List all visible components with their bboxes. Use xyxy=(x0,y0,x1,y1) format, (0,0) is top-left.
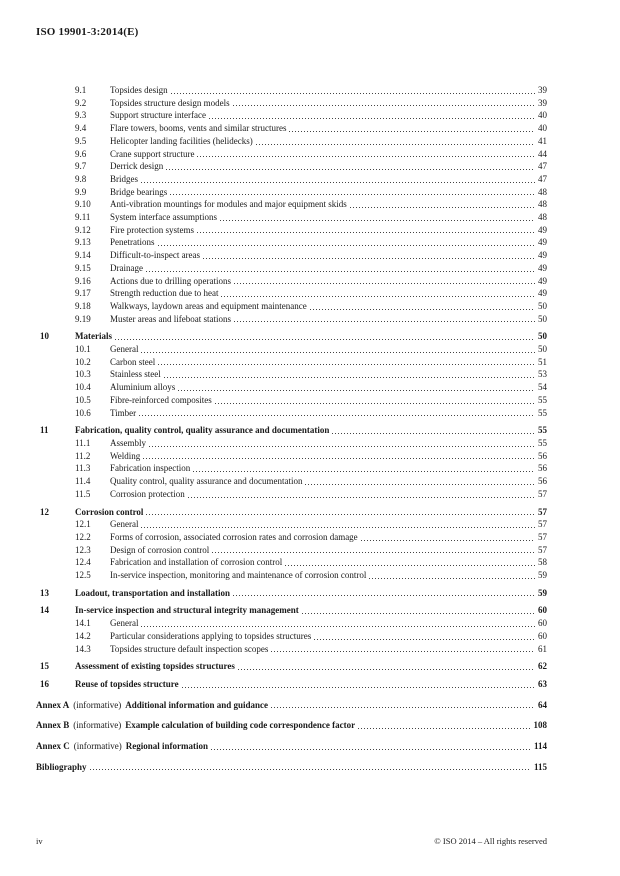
toc-entry-title: In-service inspection, monitoring and maintenance of corrosion control xyxy=(110,570,367,581)
page-footer xyxy=(36,836,547,846)
dotted-leader xyxy=(211,749,531,750)
dotted-leader xyxy=(233,595,535,596)
toc-entry-number: 10.2 xyxy=(75,356,91,367)
toc-entry-title: Crane support structure xyxy=(110,148,195,159)
toc-entry-page: 49 xyxy=(538,224,547,235)
toc-entry-page: 59 xyxy=(538,587,547,598)
toc-entry-title: Topsides structure design models xyxy=(110,97,230,108)
dotted-leader xyxy=(197,232,535,233)
toc-entry xyxy=(36,368,547,381)
toc-entry-number: 9.18 xyxy=(75,300,91,311)
toc-entry xyxy=(36,587,547,600)
toc-entry-title: General xyxy=(110,618,139,629)
toc-entry-title: Bridge bearings xyxy=(110,186,168,197)
toc-entry-page: 48 xyxy=(538,212,547,223)
dotted-leader xyxy=(197,156,535,157)
toc-entry-page: 114 xyxy=(533,741,547,752)
toc-entry xyxy=(36,275,547,288)
toc-entry xyxy=(36,488,547,501)
dotted-leader xyxy=(215,403,535,404)
toc-entry-page: 63 xyxy=(538,678,547,689)
toc-entry-title: Regional information xyxy=(125,741,208,752)
toc-entry-number: 12.3 xyxy=(75,544,91,555)
toc-entry-title: Derrick design xyxy=(110,161,164,172)
dotted-leader xyxy=(170,194,535,195)
toc-entry xyxy=(36,84,547,97)
toc-entry-number: 10.6 xyxy=(75,407,91,418)
toc-entry-title: Fabrication, quality control, quality assurance and documentation xyxy=(75,425,330,436)
dotted-leader xyxy=(233,105,535,106)
toc-entry xyxy=(36,604,547,617)
toc-entry-title: Flare towers, booms, vents and similar structures xyxy=(110,123,287,134)
toc-entry-number: 9.13 xyxy=(75,237,91,248)
toc-entry-number: 12.4 xyxy=(75,557,91,568)
dotted-leader xyxy=(271,707,535,708)
toc-entry xyxy=(36,356,547,369)
toc-entry-number: 9.6 xyxy=(75,148,87,159)
toc-entry-title: Timber xyxy=(110,407,137,418)
dotted-leader xyxy=(178,390,535,391)
toc-entry xyxy=(36,630,547,643)
toc-entry-number: Annex A xyxy=(36,699,70,710)
toc-entry-page: 60 xyxy=(538,605,547,616)
toc-entry-number: 9.1 xyxy=(75,85,87,95)
toc-entry-page: 50 xyxy=(538,331,547,342)
toc-entry-number: 15 xyxy=(40,661,49,672)
dotted-leader xyxy=(238,669,535,670)
toc-entry-page: 55 xyxy=(538,394,547,405)
toc-entry-number: 10.5 xyxy=(75,394,91,405)
toc-entry-title: Muster areas and lifeboat stations xyxy=(110,313,231,324)
toc-entry xyxy=(36,198,547,211)
toc-entry-number: 12.1 xyxy=(75,519,91,530)
toc-entry-page: 64 xyxy=(538,699,547,710)
toc-entry-number: 9.5 xyxy=(75,135,87,146)
toc-entry xyxy=(36,719,547,732)
toc-entry-page: 57 xyxy=(538,531,547,542)
toc-entry-page: 61 xyxy=(538,643,547,654)
toc-entry-page: 39 xyxy=(538,85,547,95)
toc-list xyxy=(36,84,547,773)
dotted-leader xyxy=(158,245,536,246)
toc-entry xyxy=(36,678,547,691)
toc-entry-number: 9.15 xyxy=(75,262,91,273)
toc-entry-page: 40 xyxy=(538,123,547,134)
toc-entry-page: 60 xyxy=(538,630,547,641)
toc-entry-number: 11.1 xyxy=(75,437,91,448)
toc-entry-title: Fibre-reinforced composites xyxy=(110,394,212,405)
toc-entry-page: 51 xyxy=(538,356,547,367)
dotted-leader xyxy=(141,182,535,183)
toc-entry-title: Fabrication inspection xyxy=(110,463,191,474)
toc-entry-number: 14 xyxy=(40,605,49,616)
toc-entry-number: 12.2 xyxy=(75,531,91,542)
toc-entry-annex-type: (informative) xyxy=(73,741,122,752)
toc-entry-number: 10.3 xyxy=(75,369,91,380)
dotted-leader xyxy=(141,626,535,627)
toc-entry-number: 9.8 xyxy=(75,173,87,184)
toc-entry-number: 9.19 xyxy=(75,313,91,324)
toc-entry xyxy=(36,761,547,774)
toc-entry-number: 11 xyxy=(40,425,49,436)
toc-entry-page: 50 xyxy=(538,313,547,324)
toc-entry-page: 39 xyxy=(538,97,547,108)
dotted-leader xyxy=(146,271,535,272)
toc-entry xyxy=(36,381,547,394)
toc-entry-page: 55 xyxy=(538,437,547,448)
dotted-leader xyxy=(271,651,535,652)
toc-entry-title: Welding xyxy=(110,450,141,461)
toc-entry-page: 56 xyxy=(538,463,547,474)
toc-entry-page: 57 xyxy=(538,488,547,499)
toc-entry-page: 60 xyxy=(538,618,547,629)
toc-entry-title: Difficult-to-inspect areas xyxy=(110,250,201,261)
toc-entry-title: System interface assumptions xyxy=(110,212,217,223)
toc-entry-title: Forms of corrosion, associated corrosion rates and corrosion damage xyxy=(110,531,358,542)
toc-entry xyxy=(36,249,547,262)
toc-entry-title: Fabrication and installation of corrosion control xyxy=(110,557,283,568)
toc-entry-page: 108 xyxy=(533,720,547,731)
toc-entry-page: 50 xyxy=(538,300,547,311)
toc-entry-title: General xyxy=(110,519,139,530)
dotted-leader xyxy=(221,296,535,297)
dotted-leader xyxy=(158,364,535,365)
toc-entry-number: 9.11 xyxy=(75,212,91,223)
toc-entry-page: 56 xyxy=(538,450,547,461)
toc-entry-number: 10.4 xyxy=(75,382,91,393)
toc-entry-number: 12 xyxy=(40,506,49,517)
toc-entry-title: Assessment of existing topsides structures xyxy=(75,661,235,672)
dotted-leader xyxy=(358,728,530,729)
dotted-leader xyxy=(149,446,535,447)
dotted-leader xyxy=(209,118,535,119)
toc-entry-number: 9.12 xyxy=(75,224,91,235)
toc-entry-number: 11.4 xyxy=(75,476,91,487)
toc-entry-number: 9.9 xyxy=(75,186,87,197)
toc-entry-page: 41 xyxy=(538,135,547,146)
toc-entry xyxy=(36,617,547,630)
toc-entry-title: General xyxy=(110,344,139,355)
dotted-leader xyxy=(193,471,535,472)
toc-entry xyxy=(36,740,547,753)
footer-copyright: © ISO 2014 – All rights reserved xyxy=(434,836,547,846)
toc-entry xyxy=(36,313,547,326)
toc-entry-title: Stainless steel xyxy=(110,369,161,380)
toc-entry-page: 49 xyxy=(538,275,547,286)
dotted-leader xyxy=(332,433,535,434)
toc-entry xyxy=(36,343,547,356)
toc-entry-page: 54 xyxy=(538,382,547,393)
dotted-leader xyxy=(203,258,535,259)
toc-entry xyxy=(36,211,547,224)
toc-entry-page: 49 xyxy=(538,237,547,248)
toc-entry xyxy=(36,699,547,712)
toc-entry xyxy=(36,660,547,673)
toc-entry xyxy=(36,462,547,475)
dotted-leader xyxy=(285,565,535,566)
toc-entry-title: Quality control, quality assurance and documentation xyxy=(110,476,303,487)
toc-entry-page: 49 xyxy=(538,250,547,261)
toc-entry-page: 50 xyxy=(538,344,547,355)
toc-entry xyxy=(36,186,547,199)
toc-entry xyxy=(36,300,547,313)
dotted-leader xyxy=(115,339,535,340)
toc-entry-number: 11.2 xyxy=(75,450,91,461)
toc-entry-page: 55 xyxy=(538,425,547,436)
dotted-leader xyxy=(361,540,535,541)
toc-entry-number: Annex C xyxy=(36,741,70,752)
dotted-leader xyxy=(182,687,535,688)
toc-entry-page: 62 xyxy=(538,661,547,672)
toc-entry-title: Additional information and guidance xyxy=(125,699,269,710)
toc-entry-title: Walkways, laydown areas and equipment maintenance xyxy=(110,300,307,311)
toc-entry xyxy=(36,287,547,300)
toc-entry-page: 115 xyxy=(533,761,547,772)
toc-entry-title: Design of corrosion control xyxy=(110,544,210,555)
toc-entry-page: 57 xyxy=(538,544,547,555)
dotted-leader xyxy=(141,527,535,528)
toc-entry-title: Particular considerations applying to topsides structures xyxy=(110,630,312,641)
toc-entry xyxy=(36,97,547,110)
toc-entry-title: Drainage xyxy=(110,262,143,273)
toc-entry-page: 48 xyxy=(538,186,547,197)
toc-entry-number: 9.16 xyxy=(75,275,91,286)
toc-entry xyxy=(36,262,547,275)
dotted-leader xyxy=(166,169,535,170)
toc-entry xyxy=(36,506,547,519)
toc-entry xyxy=(36,424,547,437)
dotted-leader xyxy=(212,552,535,553)
toc-entry-number: 13 xyxy=(40,587,49,598)
dotted-leader xyxy=(139,415,535,416)
dotted-leader xyxy=(188,497,535,498)
dotted-leader xyxy=(171,93,535,94)
toc-entry xyxy=(36,556,547,569)
toc-entry xyxy=(36,394,547,407)
toc-entry-annex-type: (informative) xyxy=(73,720,122,731)
toc-entry xyxy=(36,224,547,237)
toc-entry xyxy=(36,160,547,173)
toc-entry-page: 53 xyxy=(538,369,547,380)
toc-entry xyxy=(36,450,547,463)
toc-entry xyxy=(36,407,547,420)
dotted-leader xyxy=(310,309,535,310)
toc-entry-title: Assembly xyxy=(110,437,146,448)
toc-entry xyxy=(36,109,547,122)
toc-entry xyxy=(36,148,547,161)
dotted-leader xyxy=(234,283,535,284)
dotted-leader xyxy=(146,514,535,515)
toc-entry-number: 9.10 xyxy=(75,199,91,210)
toc-entry-page: 57 xyxy=(538,506,547,517)
dotted-leader xyxy=(289,131,535,132)
dotted-leader xyxy=(90,769,531,770)
toc-entry-title: Corrosion protection xyxy=(110,488,185,499)
toc-entry-number: 16 xyxy=(40,678,49,689)
toc-entry-page: 56 xyxy=(538,476,547,487)
toc-entry-page: 48 xyxy=(538,199,547,210)
toc-entry-title: Carbon steel xyxy=(110,356,156,367)
toc-entry-page: 47 xyxy=(538,161,547,172)
toc-entry xyxy=(36,135,547,148)
toc-entry-number: 14.2 xyxy=(75,630,91,641)
toc-entry xyxy=(36,236,547,249)
toc-entry-number: 9.14 xyxy=(75,250,91,261)
toc-entry-number: 9.7 xyxy=(75,161,87,172)
toc-entry-number: 11.3 xyxy=(75,463,91,474)
toc-entry-title: Fire protection systems xyxy=(110,224,194,235)
dotted-leader xyxy=(143,458,535,459)
toc-entry xyxy=(36,643,547,656)
toc-entry xyxy=(36,122,547,135)
dotted-leader xyxy=(350,207,535,208)
toc-entry-page: 40 xyxy=(538,110,547,121)
toc-entry-number: Annex B xyxy=(36,720,70,731)
toc-entry-title: Example calculation of building code correspondence factor xyxy=(125,720,356,731)
toc-entry-title: Anti-vibration mountings for modules and major equipment skids xyxy=(110,199,347,210)
toc-entry-page: 57 xyxy=(538,519,547,530)
toc-entry-title: Penetrations xyxy=(110,237,155,248)
toc-entry-number: 9.4 xyxy=(75,123,87,134)
toc-entry-page: 49 xyxy=(538,262,547,273)
toc-entry-title: Actions due to drilling operations xyxy=(110,275,231,286)
document-header-title: ISO 19901-3:2014(E) xyxy=(36,26,139,38)
toc-entry-annex-type: (informative) xyxy=(73,699,122,710)
toc-entry xyxy=(36,531,547,544)
toc-entry-title: Bridges xyxy=(110,173,138,184)
dotted-leader xyxy=(256,144,535,145)
toc-entry-number: 9.3 xyxy=(75,110,87,121)
toc-entry-title: Loadout, transportation and installation xyxy=(75,587,231,598)
toc-entry-number: 9.2 xyxy=(75,97,87,108)
dotted-leader xyxy=(141,352,535,353)
toc-entry xyxy=(36,544,547,557)
dotted-leader xyxy=(305,484,535,485)
toc-entry-number: 9.17 xyxy=(75,288,91,299)
toc-entry-page: 44 xyxy=(538,148,547,159)
dotted-leader xyxy=(220,220,535,221)
toc-entry-title: Corrosion control xyxy=(75,506,144,517)
toc-entry xyxy=(36,569,547,582)
toc-entry-number: 14.3 xyxy=(75,643,91,654)
toc-entry xyxy=(36,475,547,488)
toc-entry-page: 55 xyxy=(538,407,547,418)
toc-entry-page: 59 xyxy=(538,570,547,581)
toc-entry-title: In-service inspection and structural integrity management xyxy=(75,605,299,616)
toc-entry-number: 12.5 xyxy=(75,570,91,581)
dotted-leader xyxy=(314,639,535,640)
toc-entry-title: Aluminium alloys xyxy=(110,382,176,393)
dotted-leader xyxy=(234,321,535,322)
toc-entry-title: Helicopter landing facilities (helidecks) xyxy=(110,135,253,146)
toc-entry-page: 58 xyxy=(538,557,547,568)
toc-entry xyxy=(36,330,547,343)
toc-entry-title: Reuse of topsides structure xyxy=(75,678,179,689)
toc-entry-title: Materials xyxy=(75,331,112,342)
footer-page-number: iv xyxy=(36,836,43,846)
toc-entry-number: 11.5 xyxy=(75,488,91,499)
toc-entry-number: 10.1 xyxy=(75,344,91,355)
toc-entry-title: Bibliography xyxy=(36,761,87,772)
toc-entry xyxy=(36,437,547,450)
dotted-leader xyxy=(369,578,535,579)
toc-entry-page: 49 xyxy=(538,288,547,299)
toc-entry-number: 14.1 xyxy=(75,618,91,629)
dotted-leader xyxy=(302,613,535,614)
toc-entry-number: 10 xyxy=(40,331,49,342)
toc-entry-title: Topsides structure default inspection scopes xyxy=(110,643,269,654)
toc-entry-title: Topsides design xyxy=(110,85,168,95)
toc-entry-title: Support structure interface xyxy=(110,110,206,121)
dotted-leader xyxy=(164,377,535,378)
toc-entry xyxy=(36,518,547,531)
toc-entry-title: Strength reduction due to heat xyxy=(110,288,219,299)
toc-entry-page: 47 xyxy=(538,173,547,184)
toc-entry xyxy=(36,173,547,186)
